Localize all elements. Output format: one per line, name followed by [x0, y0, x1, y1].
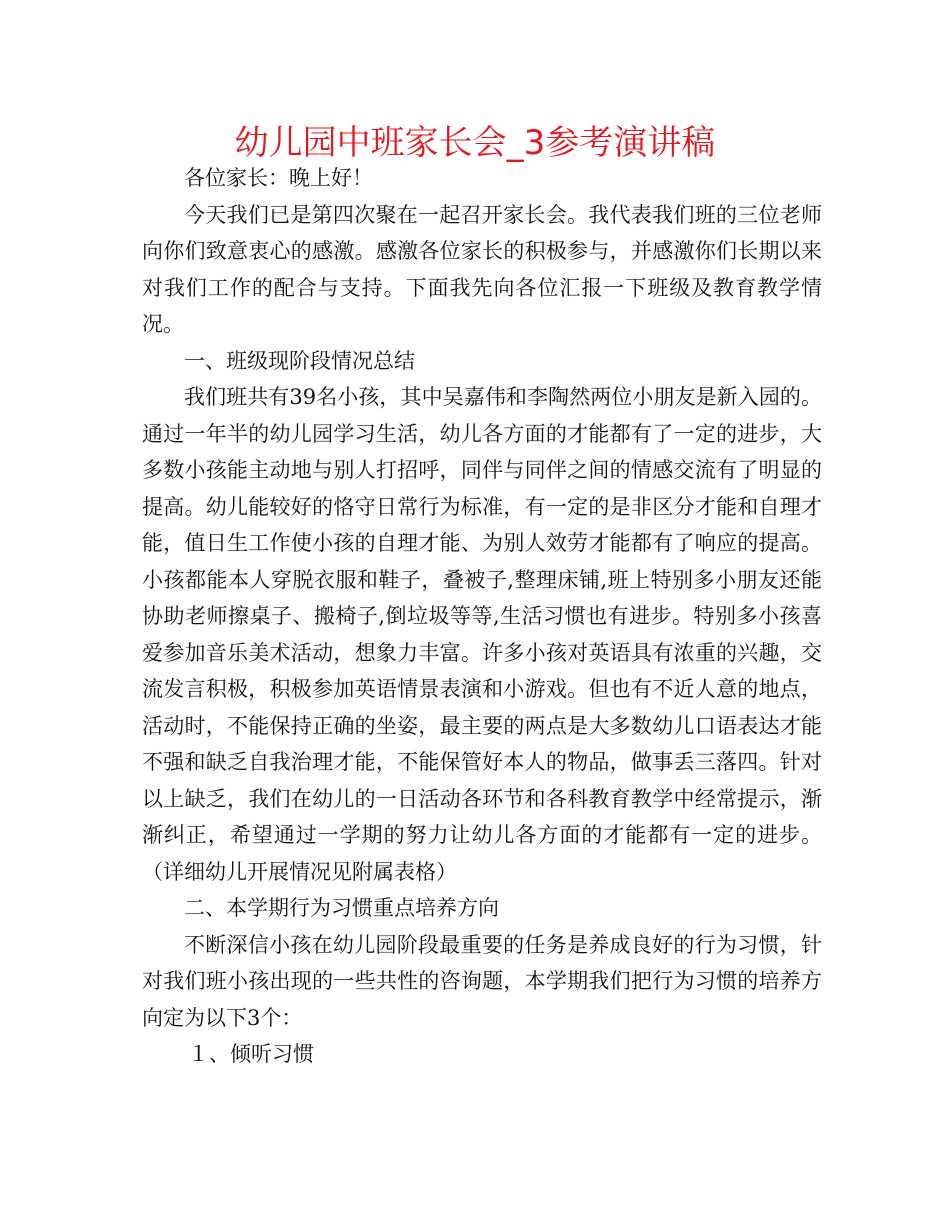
section-heading-1: 一、班级现阶段情况总结	[184, 348, 415, 373]
intro-paragraph: 今天我们已是第四次聚在一起召开家长会。我代表我们班的三位老师向你们致意衷心的感激。感激各位家长的积极参与，并感激你们长期以来对我们工作的配合与支持。下面我先向各位汇报一下班级及教育教学情况。	[142, 202, 822, 336]
class-summary-paragraph: 我们班共有39名小孩，其中吴嘉伟和李陶然两位小朋友是新入园的。通过一年半的幼儿园学习生活，幼儿各方面的才能都有了一定的进步，大多数小孩能主动地与别人打招呼，同伴与同伴之间的情感交流有了明显的提高。幼儿能较好的恪守日常行为标准，有一定的是非区分才能和自理才能，值日生工作使小孩的自理才能、为别人效劳才能都有了响应的提高。小孩都能本人穿脱衣服和鞋子，叠被子,整理床铺,班上特别多小朋友还能协助老师擦桌子、搬椅子,倒垃圾等等,生活习惯也有进步。特别多小孩喜爱参加音乐美术活动，想象力丰富。许多小孩对英语具有浓重的兴趣，交流发言积极，积极参加英语情景表演和小游戏。但也有不近人意的地点，活动时，不能保持正确的坐姿，最主要的两点是大多数幼儿口语表达才能不强和缺乏自我治理才能，不能保管好本人的物品，做事丢三落四。针对以上缺乏，我们在幼儿的一日活动各环节和各科教育教学中经常提示，渐渐纠正，希望通过一学期的努力让幼儿各方面的才能都有一定的进步。（详细幼儿开展情况见附属表格）	[142, 385, 822, 884]
greeting-paragraph: 各位家长：晚上好！	[184, 166, 373, 190]
list-item-listening-habit: １、倾听习惯	[188, 1042, 314, 1066]
section-heading-2: 二、本学期行为习惯重点培养方向	[184, 896, 499, 920]
document-body	[142, 160, 822, 1073]
document-title: 幼儿园中班家长会_3参考演讲稿	[234, 123, 716, 163]
habits-paragraph: 不断深信小孩在幼儿园阶段最重要的任务是养成良好的行为习惯，针对我们班小孩出现的一些共性的咨询题，本学期我们把行为习惯的培养方向定为以下3个：	[142, 932, 822, 1030]
